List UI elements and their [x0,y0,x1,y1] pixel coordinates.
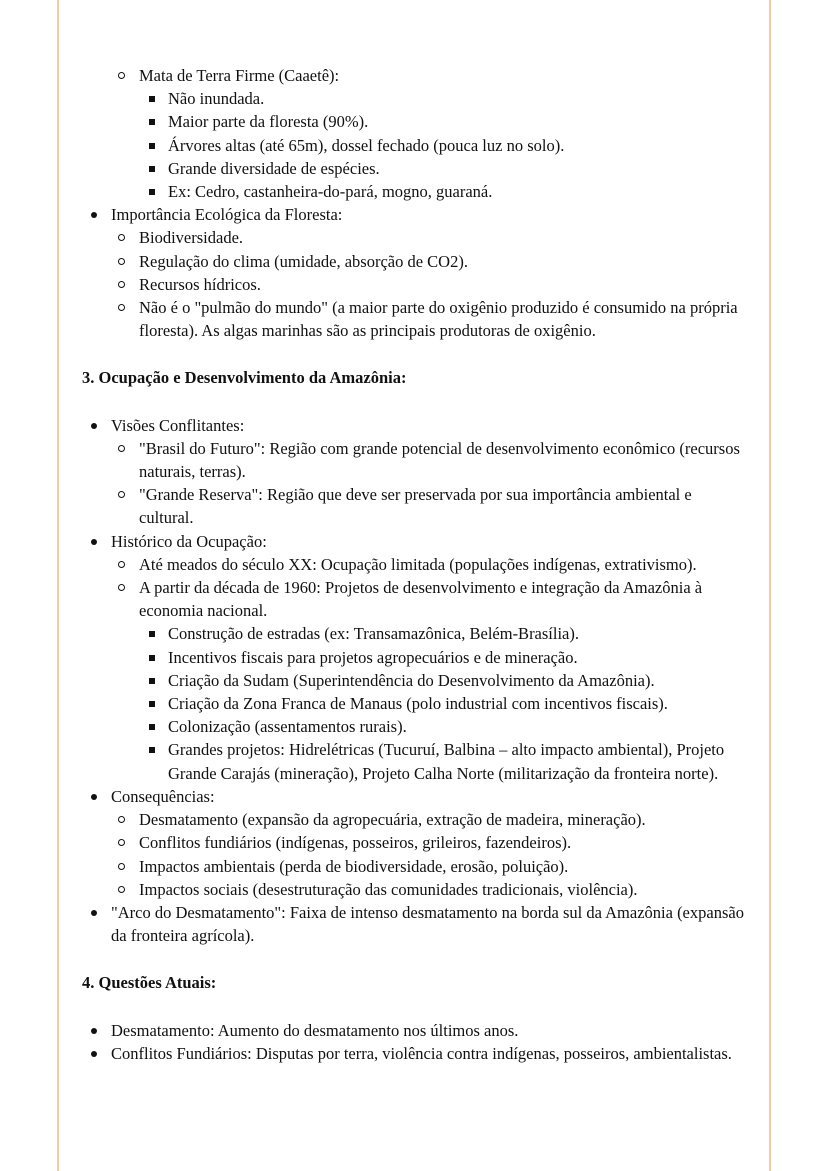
list-item [82,576,747,785]
nested-list [82,622,747,784]
list-item: Regulação do clima (umidade, absorção de CO2). [82,250,747,273]
list-item: Não é o "pulmão do mundo" (a maior parte do oxigênio produzido é consumido na própria floresta). As algas marinhas são as principais produtoras de oxigênio. [82,296,747,342]
list-item: Árvores altas (até 65m), dossel fechado (pouca luz no solo). [82,134,747,157]
list-item-text: Mata de Terra Firme (Caaetê): [139,66,340,85]
bullet-list [82,414,747,948]
page-right-border [769,0,771,1171]
list-item: Recursos hídricos. [82,273,747,296]
list-item [82,785,747,901]
list-item-text: Visões Conflitantes: [111,415,245,435]
nested-list [82,87,747,203]
list-item [82,414,747,530]
list-item: Colonização (assentamentos rurais). [82,715,747,738]
list-item: Desmatamento (expansão da agropecuária, extração de madeira, mineração). [82,808,747,831]
list-item: Desmatamento: Aumento do desmatamento nos últimos anos. [82,1019,747,1042]
list-item: Criação da Zona Franca de Manaus (polo industrial com incentivos fiscais). [82,692,747,715]
nested-list [82,226,747,342]
section-heading: 3. Ocupação e Desenvolvimento da Amazônia: [82,368,407,388]
list-item: "Brasil do Futuro": Região com grande potencial de desenvolvimento econômico (recursos naturais, terras). [82,437,747,483]
list-item: Grandes projetos: Hidrelétricas (Tucuruí, Balbina – alto impacto ambiental), Projeto Grande Carajás (mineração), Projeto Calha Norte (militarização da fronteira norte). [82,738,747,784]
list-item: Impactos ambientais (perda de biodiversidade, erosão, poluição). [82,855,747,878]
section-heading: 4. Questões Atuais: [82,973,217,993]
list-item-text: Histórico da Ocupação: [111,531,267,551]
nested-list [82,808,747,901]
list-item: Grande diversidade de espécies. [82,157,747,180]
list-item: Incentivos fiscais para projetos agropecuários e de mineração. [82,646,747,669]
list-item: Ex: Cedro, castanheira-do-pará, mogno, guaraná. [82,180,747,203]
list-item: Até meados do século XX: Ocupação limitada (populações indígenas, extrativismo). [82,553,747,576]
list-item-text: Consequências: [111,786,215,806]
continued-sublist [82,64,747,203]
list-item [82,530,747,785]
list-item: Maior parte da floresta (90%). [82,110,747,133]
list-item: Construção de estradas (ex: Transamazônica, Belém-Brasília). [82,622,747,645]
list-item [82,203,747,342]
list-item-text: Importância Ecológica da Floresta: [111,205,343,225]
list-item [82,64,747,203]
document-content [82,64,747,1065]
bullet-list [82,203,747,342]
page-left-border [57,0,59,1171]
list-item: Impactos sociais (desestruturação das comunidades tradicionais, violência). [82,878,747,901]
nested-list [82,553,747,785]
list-item: Não inundada. [82,87,747,110]
list-item: "Arco do Desmatamento": Faixa de intenso desmatamento na borda sul da Amazônia (expansão da fronteira agrícola). [82,901,747,947]
list-item: "Grande Reserva": Região que deve ser preservada por sua importância ambiental e cultural. [82,483,747,529]
list-item: Biodiversidade. [82,226,747,249]
nested-list [82,437,747,530]
list-item: Criação da Sudam (Superintendência do Desenvolvimento da Amazônia). [82,669,747,692]
list-item-text: A partir da década de 1960: Projetos de desenvolvimento e integração da Amazônia à economia nacional. [139,578,703,621]
bullet-list [82,1019,747,1065]
list-item: Conflitos Fundiários: Disputas por terra, violência contra indígenas, posseiros, ambientalistas. [82,1042,747,1065]
list-item: Conflitos fundiários (indígenas, posseiros, grileiros, fazendeiros). [82,831,747,854]
